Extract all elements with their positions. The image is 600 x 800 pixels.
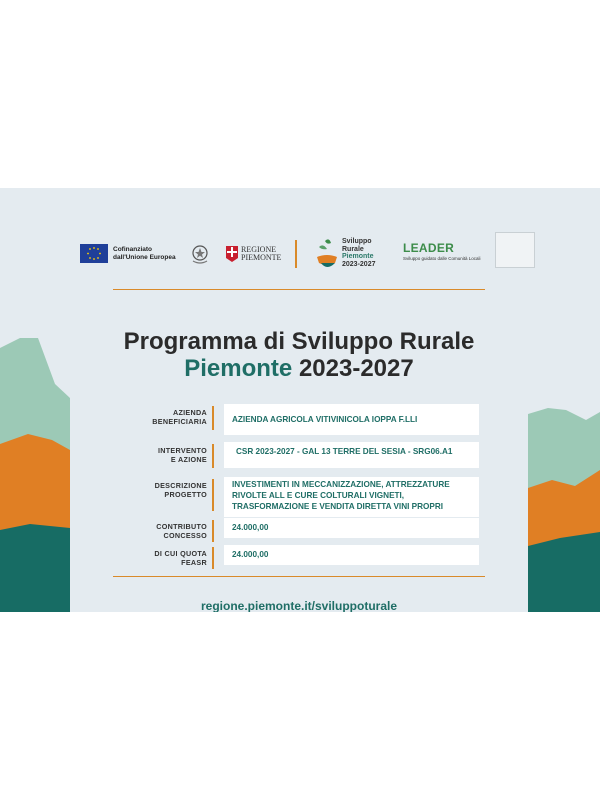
- info-panel: [70, 215, 528, 612]
- italian-republic-emblem-icon: [190, 242, 210, 266]
- row-accent-bar: [212, 520, 214, 542]
- programme-subtitle: Piemonte 2023-2027: [184, 355, 414, 382]
- row-label: DI CUI QUOTA FEASR: [154, 549, 207, 567]
- row-accent-bar: [212, 444, 214, 468]
- row-value: 24.000,00: [224, 518, 479, 538]
- row-value: 24.000,00: [224, 545, 479, 565]
- row-accent-bar: [212, 406, 214, 430]
- row-value: INVESTIMENTI IN MECCANIZZAZIONE, ATTREZZATURE RIVOLTE ALL E CURE COLTURALI VIGNETI, TRASFORMAZIONE E VENDITA DIRETTA VINI PROPRI: [224, 477, 479, 517]
- row-accent-bar: [212, 479, 214, 511]
- row-label: AZIENDA BENEFICIARIA: [152, 408, 207, 426]
- row-label: DESCRIZIONE PROGETTO: [154, 481, 207, 499]
- row-label: INTERVENTO E AZIONE: [157, 446, 207, 464]
- psr-logo-text: Sviluppo Rurale Piemonte 2023-2027: [342, 238, 376, 268]
- eu-cofinancing-label: Cofinanziato dall'Unione Europea: [113, 246, 176, 261]
- piemonte-shield-icon: [226, 246, 238, 262]
- website-url: regione.piemonte.it/sviluppoturale: [200, 599, 398, 612]
- top-divider: [113, 289, 485, 290]
- poster-banner: [0, 188, 600, 612]
- row-value: AZIENDA AGRICOLA VITIVINICOLA IOPPA F.LLI: [224, 404, 479, 435]
- row-value: CSR 2023-2027 - GAL 13 TERRE DEL SESIA - SRG06.A1: [224, 442, 479, 468]
- logo-strip: Cofinanziato dall'Unione Europea REGIONE PIEMONTE Sviluppo Rurale Piemonte 2023-2027 LEADER Sviluppo guidato dalle Comunità Locali: [80, 233, 520, 283]
- bottom-divider: [113, 576, 485, 577]
- leader-logo: LEADER Sviluppo guidato dalle Comunità Locali: [403, 241, 481, 261]
- eu-flag-icon: [80, 244, 108, 263]
- gal-logo-placeholder: [495, 232, 535, 268]
- psr-hand-leaf-icon: [313, 237, 341, 271]
- programme-title: Programma di Sviluppo Rurale: [123, 328, 475, 355]
- logo-separator: [295, 240, 297, 268]
- row-label: CONTRIBUTO CONCESSO: [156, 522, 207, 540]
- row-accent-bar: [212, 547, 214, 569]
